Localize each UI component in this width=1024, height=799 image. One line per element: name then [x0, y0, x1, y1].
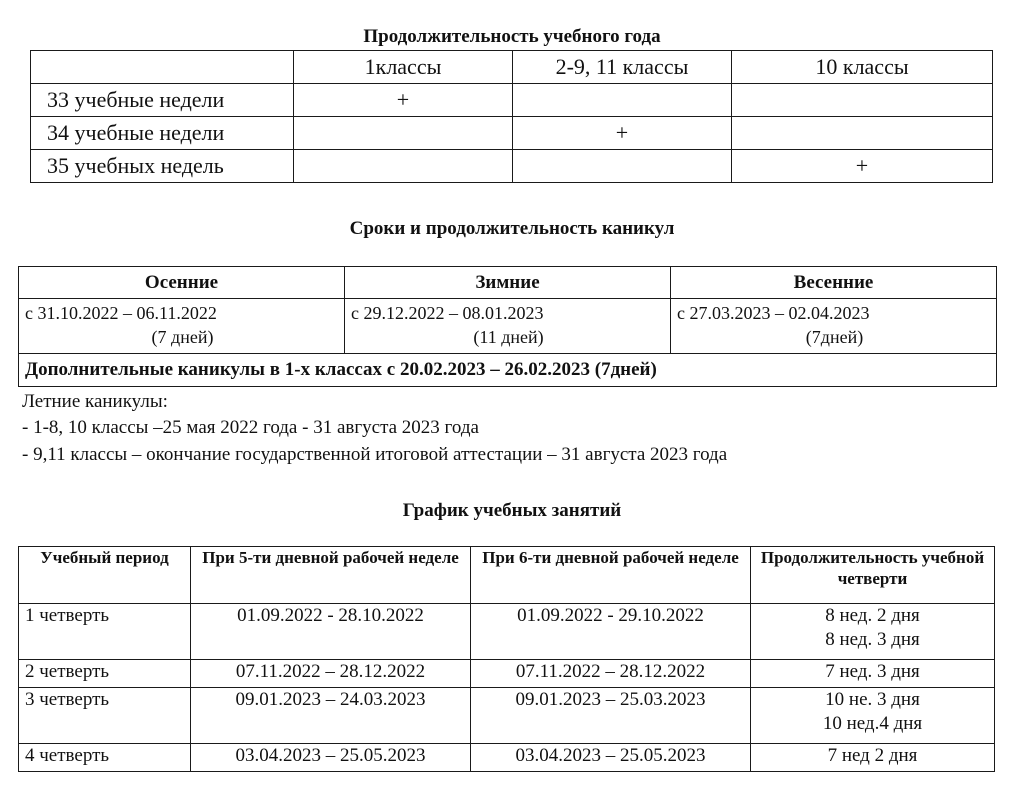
- six-day-cell: 07.11.2022 – 28.12.2022: [471, 660, 751, 688]
- holiday-period-cell: [345, 299, 671, 354]
- summer-holidays-line: - 9,11 классы – окончание государственной итоговой аттестации – 31 августа 2023 года: [22, 444, 728, 465]
- summer-holidays-title: Летние каникулы:: [22, 391, 168, 412]
- table-row: [19, 354, 997, 387]
- mark-cell: +: [294, 84, 513, 117]
- holiday-period-cell: [19, 299, 345, 354]
- mark-cell: [732, 117, 993, 150]
- row-label: 33 учебные недели: [31, 84, 294, 117]
- holiday-days: (7дней): [805, 327, 864, 347]
- table-row: [19, 604, 995, 660]
- period-cell: 2 четверть: [19, 660, 191, 688]
- column-header: Зимние: [345, 267, 671, 299]
- duration-cell: [751, 744, 995, 772]
- holiday-days: (11 дней): [473, 327, 544, 347]
- five-day-cell: 07.11.2022 – 28.12.2022: [191, 660, 471, 688]
- six-day-cell: 09.01.2023 – 25.03.2023: [471, 688, 751, 744]
- five-day-cell: 09.01.2023 – 24.03.2023: [191, 688, 471, 744]
- holiday-range: с 31.10.2022 – 06.11.2022: [25, 303, 217, 323]
- table-header-row: [19, 267, 997, 299]
- section3-title: График учебных занятий: [402, 500, 622, 521]
- holiday-range: с 27.03.2023 – 02.04.2023: [677, 303, 870, 323]
- extra-holidays-note: Дополнительные каникулы в 1-х классах с 20.02.2023 – 26.02.2023 (7дней): [19, 354, 997, 387]
- column-header: Осенние: [19, 267, 345, 299]
- section2-title: Сроки и продолжительность каникул: [349, 218, 675, 239]
- mark-cell: [513, 150, 732, 183]
- column-header: При 6-ти дневной рабочей неделе: [471, 547, 751, 604]
- schedule-table: [18, 546, 995, 772]
- table-row: [31, 150, 993, 183]
- duration-line: 10 нед.4 дня: [822, 713, 923, 734]
- mark-cell: [294, 150, 513, 183]
- table-header-row: [31, 51, 993, 84]
- column-header: 1классы: [294, 51, 513, 84]
- row-label: 35 учебных недель: [31, 150, 294, 183]
- duration-line: 7 нед. 3 дня: [825, 661, 920, 682]
- duration-line: 8 нед. 2 дня: [825, 605, 920, 626]
- holiday-days: (7 дней): [151, 327, 214, 347]
- table-header-row: [19, 547, 995, 604]
- six-day-cell: 03.04.2023 – 25.05.2023: [471, 744, 751, 772]
- row-label: 34 учебные недели: [31, 117, 294, 150]
- duration-cell: [751, 688, 995, 744]
- period-cell: 4 четверть: [19, 744, 191, 772]
- academic-year-table: [30, 50, 993, 183]
- period-cell: 3 четверть: [19, 688, 191, 744]
- column-header: Продолжительность учебной четверти: [751, 547, 995, 604]
- duration-cell: [751, 604, 995, 660]
- mark-cell: [513, 84, 732, 117]
- holidays-table: [18, 266, 997, 387]
- table-row: [31, 84, 993, 117]
- section1-title: Продолжительность учебного года: [363, 26, 661, 47]
- table-row: [19, 744, 995, 772]
- column-header: При 5-ти дневной рабочей неделе: [191, 547, 471, 604]
- table-row: [19, 660, 995, 688]
- holiday-range: с 29.12.2022 – 08.01.2023: [351, 303, 544, 323]
- mark-cell: [294, 117, 513, 150]
- duration-cell: [751, 660, 995, 688]
- mark-cell: [732, 84, 993, 117]
- table-row: [19, 299, 997, 354]
- six-day-cell: 01.09.2022 - 29.10.2022: [471, 604, 751, 660]
- five-day-cell: 01.09.2022 - 28.10.2022: [191, 604, 471, 660]
- empty-header-cell: [31, 51, 294, 84]
- five-day-cell: 03.04.2023 – 25.05.2023: [191, 744, 471, 772]
- duration-line: 10 не. 3 дня: [825, 689, 920, 710]
- mark-cell: +: [513, 117, 732, 150]
- duration-line: 8 нед. 3 дня: [825, 629, 920, 650]
- column-header: 2-9, 11 классы: [513, 51, 732, 84]
- duration-line: 7 нед 2 дня: [827, 745, 918, 766]
- column-header: Учебный период: [19, 547, 191, 604]
- table-row: [31, 117, 993, 150]
- summer-holidays-line: - 1-8, 10 классы –25 мая 2022 года - 31 августа 2023 года: [22, 417, 479, 438]
- column-header: Весенние: [671, 267, 997, 299]
- holiday-period-cell: [671, 299, 997, 354]
- column-header: 10 классы: [732, 51, 993, 84]
- period-cell: 1 четверть: [19, 604, 191, 660]
- table-row: [19, 688, 995, 744]
- mark-cell: +: [732, 150, 993, 183]
